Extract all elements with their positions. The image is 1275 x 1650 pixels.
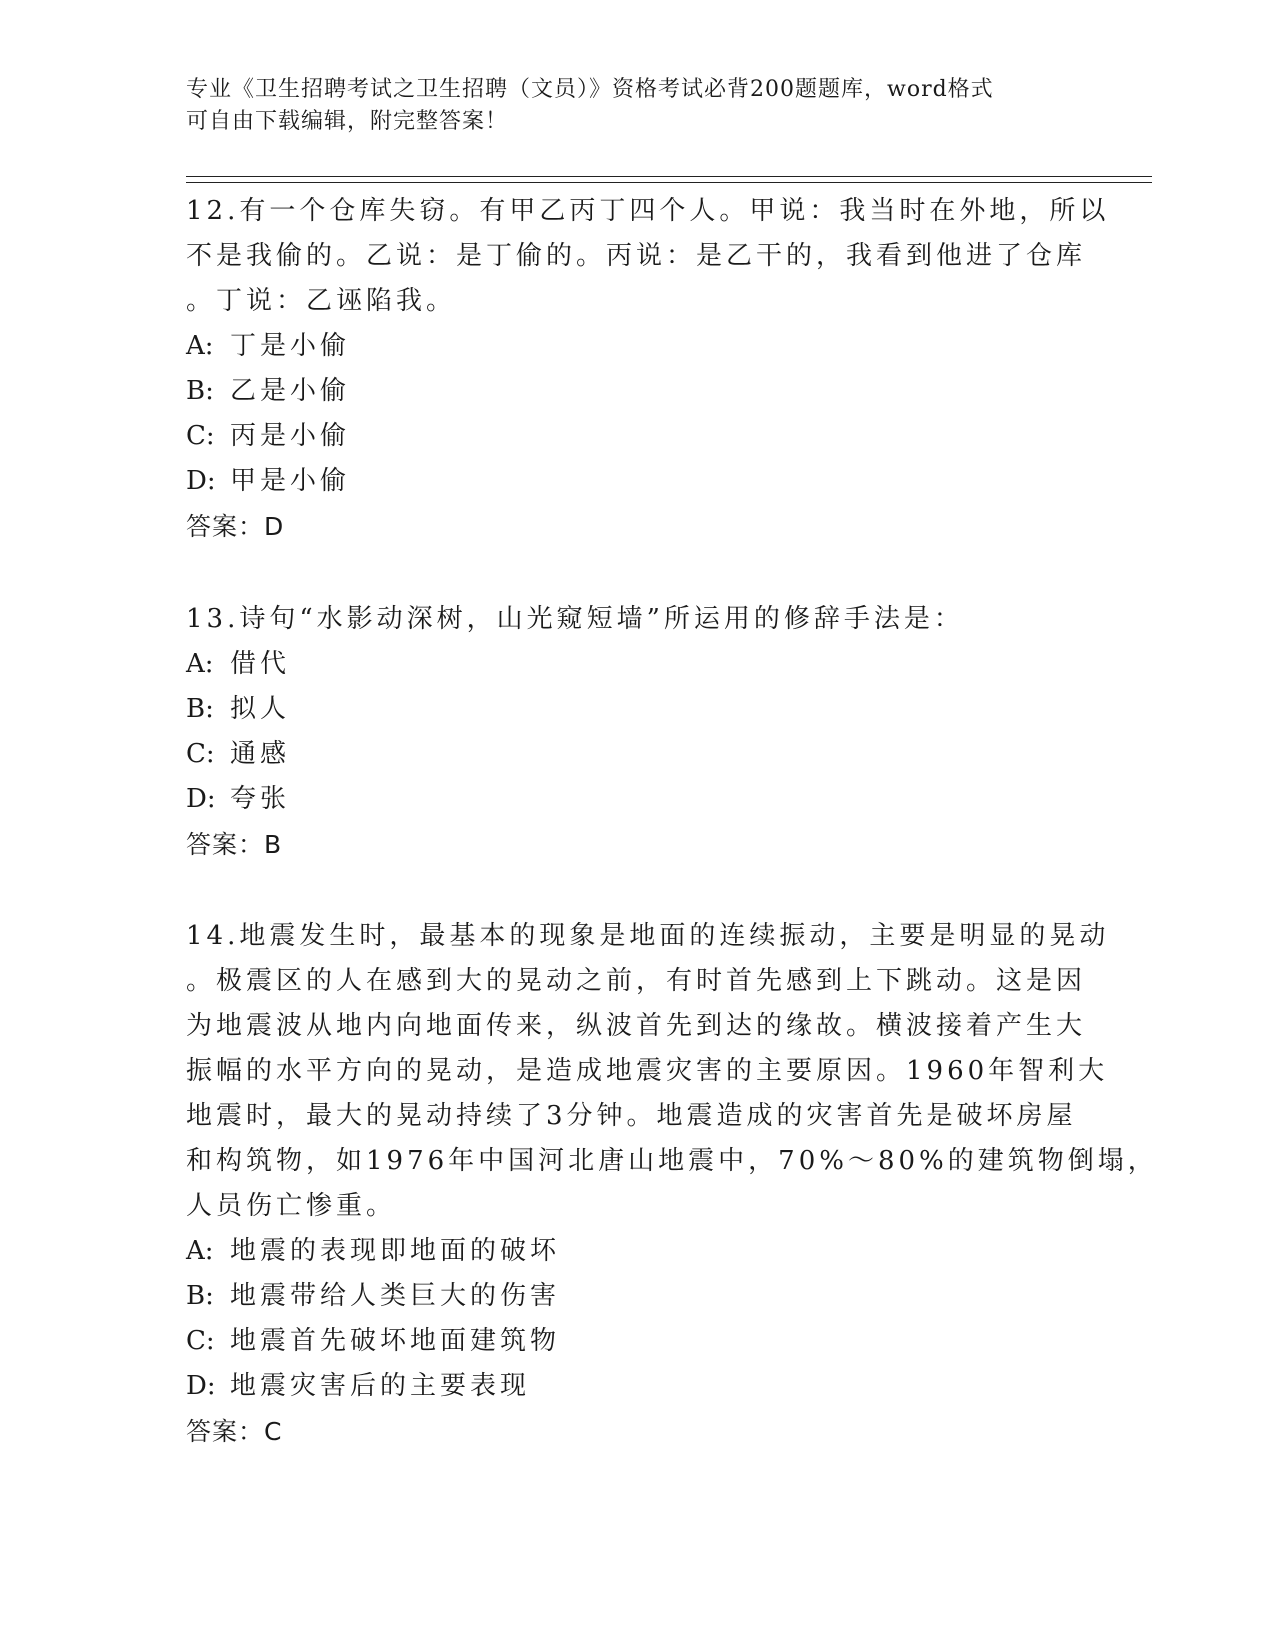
question-stem-line: 振幅的水平方向的晃动，是造成地震灾害的主要原因。1960年智利大 [186,1056,1109,1086]
option-label: C: [186,1326,215,1356]
question-stem-line: 人员伤亡惨重。 [186,1191,397,1221]
option-label: C: [186,421,215,451]
question-14 [186,914,1158,1454]
option-text: 丙是小偷 [230,421,351,451]
answer-line: 答案：C [186,1417,283,1446]
question-12 [186,189,1110,549]
option-label: A: [186,1236,214,1266]
option-label: A: [186,649,214,679]
option-text: 地震带给人类巨大的伤害 [230,1281,561,1311]
answer-line: 答案：D [186,512,285,541]
option-label: D: [186,784,216,814]
option-a [186,1229,1086,1274]
question-stem-line: 13.诗句“水影动深树，山光窥短墙”所运用的修辞手法是： [186,604,964,634]
option-d [186,459,1086,504]
option-text: 乙是小偷 [230,376,351,406]
question-stem [186,914,1158,1229]
option-text: 地震首先破坏地面建筑物 [230,1326,561,1356]
header-divider-bottom [186,182,1152,183]
header-line-2: 可自由下载编辑，附完整答案！ [186,109,509,134]
answer-line: 答案：B [186,830,283,859]
option-a [186,642,1086,687]
document-header [186,74,1086,138]
option-a [186,324,1086,369]
question-stem-line: 为地震波从地内向地面传来，纵波首先到达的缘故。横波接着产生大 [186,1011,1087,1041]
option-label: D: [186,1371,216,1401]
option-d [186,1364,1086,1409]
header-divider-top [186,176,1152,177]
option-label: A: [186,331,214,361]
option-text: 丁是小偷 [230,331,351,361]
option-label: C: [186,739,215,769]
option-label: B: [186,376,214,406]
option-text: 拟人 [230,694,291,724]
option-text: 地震灾害后的主要表现 [230,1371,531,1401]
option-text: 借代 [230,649,291,679]
question-stem-line: 。极震区的人在感到大的晃动之前，有时首先感到上下跳动。这是因 [186,966,1087,996]
option-c [186,1319,1086,1364]
header-line-1: 专业《卫生招聘考试之卫生招聘（文员）》资格考试必背200题题库，word格式 [186,77,994,102]
option-b [186,687,1086,732]
option-c [186,732,1086,777]
option-label: B: [186,1281,214,1311]
question-stem-line: 12.有一个仓库失窃。有甲乙丙丁四个人。甲说：我当时在外地，所以 [186,196,1110,226]
question-stem-line: 地震时，最大的晃动持续了3分钟。地震造成的灾害首先是破坏房屋 [186,1101,1077,1131]
option-text: 通感 [230,739,291,769]
question-stem-line: 和构筑物，如1976年中国河北唐山地震中，70%～80%的建筑物倒塌， [186,1146,1158,1176]
question-13 [186,597,1086,867]
question-stem [186,189,1110,324]
option-text: 夸张 [230,784,291,814]
question-stem-line: 。丁说：乙诬陷我。 [186,286,457,316]
option-d [186,777,1086,822]
option-text: 地震的表现即地面的破坏 [230,1236,561,1266]
question-stem-line: 14.地震发生时，最基本的现象是地面的连续振动，主要是明显的晃动 [186,921,1110,951]
question-stem-line: 不是我偷的。乙说：是丁偷的。丙说：是乙干的，我看到他进了仓库 [186,241,1087,271]
option-c [186,414,1086,459]
option-label: D: [186,466,216,496]
option-label: B: [186,694,214,724]
option-text: 甲是小偷 [230,466,351,496]
question-stem [186,597,1086,642]
option-b [186,1274,1086,1319]
option-b [186,369,1086,414]
